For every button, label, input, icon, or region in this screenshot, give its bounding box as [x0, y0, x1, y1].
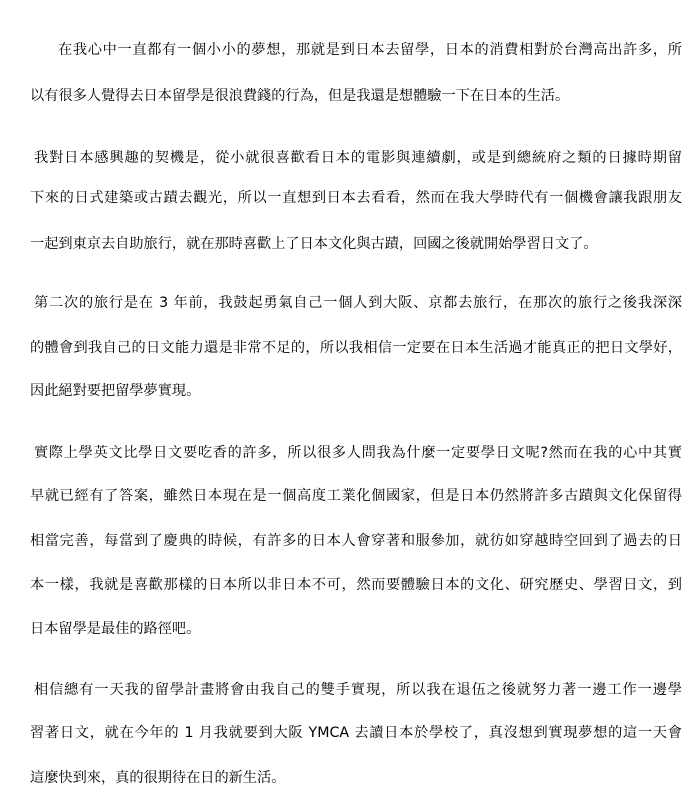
paragraph-4-line-5: 日本留學是最佳的路徑吧。 — [30, 621, 201, 637]
paragraph-1-line-2: 以有很多人覺得去日本留學是很浪費錢的行為，但是我還是想體驗一下在日本的生活。 — [30, 88, 570, 104]
paragraph-1-line-1: 在我心中一直都有一個小小的夢想，那就是到日本去留學，日本的消費相對於台灣高出許多，所 — [58, 42, 682, 58]
paragraph-4-line-3: 相當完善，每當到了慶典的時候，有許多的日本人會穿著和服參加，就彷如穿越時空回到了過去的日 — [30, 533, 682, 549]
paragraph-3-line-2: 的體會到我自己的日文能力還是非常不足的，所以我相信一定要在日本生活過才能真正的把日文學好， — [30, 340, 682, 356]
paragraph-2-line-3: 一起到東京去自助旅行，就在那時喜歡上了日本文化與古蹟，回國之後就開始學習日文了。 — [30, 236, 598, 252]
paragraph-4-line-2: 早就已經有了答案，雖然日本現在是一個高度工業化個國家，但是日本仍然將許多古蹟與文化保留得 — [30, 488, 682, 504]
paragraph-2-line-2: 下來的日式建築或古蹟去觀光，所以一直想到日本去看看，然而在我大學時代有一個機會讓我跟朋友 — [30, 190, 682, 206]
paragraph-5-line-3: 這麼快到來，真的很期待在日的新生活。 — [30, 770, 286, 786]
paragraph-4-line-1: 實際上學英文比學日文要吃香的許多，所以很多人問我為什麼一定要學日文呢?然而在我的心中其實 — [34, 445, 682, 461]
paragraph-3-line-1: 第二次的旅行是在 3 年前，我鼓起勇氣自己一個人到大阪、京都去旅行，在那次的旅行之後我深深 — [34, 295, 682, 311]
paragraph-4-line-4: 本一樣，我就是喜歡那樣的日本所以非日本不可，然而要體驗日本的文化、研究歷史、學習日文，到 — [30, 577, 682, 593]
paragraph-3-line-3: 因此絕對要把留學夢實現。 — [30, 383, 201, 399]
paragraph-5-line-1: 相信總有一天我的留學計畫將會由我自己的雙手實現，所以我在退伍之後就努力著一邊工作一邊學 — [34, 682, 682, 698]
paragraph-5-line-2: 習著日文，就在今年的 1 月我就要到大阪 YMCA 去讀日本於學校了，真沒想到實現夢想的這一天會 — [30, 725, 682, 741]
paragraph-2-line-1: 我對日本感興趣的契機是，從小就很喜歡看日本的電影與連續劇，或是到總統府之類的日據時期留 — [34, 150, 682, 166]
